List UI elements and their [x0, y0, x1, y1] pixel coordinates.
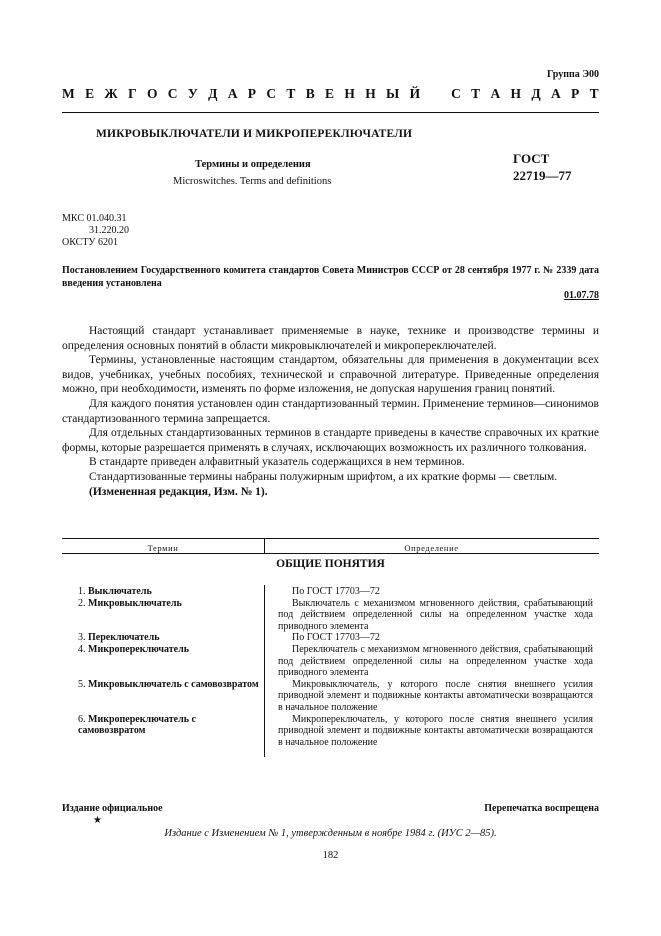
banner-letter: Н: [344, 86, 355, 101]
paragraph: В стандарте приведен алфавитный указатель содержащихся в нем терминов.: [89, 456, 465, 469]
terms-table-body: [62, 586, 599, 748]
table-row: [62, 644, 599, 679]
table-row: [62, 632, 599, 644]
definition-cell: По ГОСТ 17703—72: [292, 632, 380, 644]
banner-letter: Е: [85, 86, 95, 101]
banner-letter: Д: [531, 86, 541, 101]
term-name: Микропереключатель: [88, 643, 189, 655]
banner-letter: Т: [286, 86, 296, 101]
term-number: 6.: [78, 713, 86, 725]
definition-cell: Микропереключатель, у которого после снятия внешнего усилия приводной элемент и подвижные контакты автоматически возвращаются в начальное положение: [278, 713, 593, 748]
classification-codes: [62, 213, 129, 249]
page-number: 182: [322, 850, 339, 861]
table-top-rule: [62, 538, 599, 539]
banner-letter: Н: [365, 86, 376, 101]
term-number: 4.: [78, 643, 86, 655]
term-cell: [62, 632, 264, 644]
term-name: Микропереключатель с самовозвратом: [78, 713, 196, 737]
effective-date: 01.07.78: [564, 290, 599, 301]
decree-statement: Постановлением Государственного комитета стандартов Совета Министров СССР от 28 сентября 1977 г. № 2339 дата введения установлена: [62, 265, 599, 289]
group-code: Группа Э00: [547, 69, 599, 80]
official-edition-label: Издание официальное: [62, 803, 163, 814]
term-cell: [62, 586, 264, 598]
document-subtitle-english: Microswitches. Terms and definitions: [173, 176, 332, 187]
term-cell: [62, 644, 264, 679]
banner-letter: Н: [510, 86, 522, 101]
gost-number: 22719—77: [513, 168, 572, 183]
banner-letter: С: [451, 86, 461, 101]
okstu-code: ОКСТУ 6201: [62, 237, 119, 248]
gost-label: ГОСТ: [513, 151, 550, 166]
paragraph: Стандартизованные термины набраны полужирным шрифтом, а их краткие формы — светлым.: [89, 470, 558, 483]
paragraph: Настоящий стандарт устанавливает применяемые в науке, технике и производстве термины и определения основных понятий в области микровыключателей и микропереключателей.: [62, 325, 599, 352]
term-cell: [62, 679, 264, 714]
banner-letter: А: [227, 86, 238, 101]
paragraph: Для отдельных стандартизованных терминов в стандарте приведены в качестве справочных их краткие формы, которые разрешается применять в случаях, исключающих возможность их различного толкования.: [62, 427, 599, 454]
table-row: [62, 679, 599, 714]
amendment-note: (Измененная редакция, Изм. № 1).: [89, 485, 268, 498]
term-name: Микровыключатель: [88, 597, 182, 609]
term-number: 1.: [78, 586, 86, 597]
banner-letter: Т: [589, 86, 599, 101]
banner-letter: Д: [208, 86, 218, 101]
banner-letter: Р: [571, 86, 580, 101]
table-row: [62, 586, 599, 598]
header-rule: [62, 112, 599, 113]
standard-type-banner: [62, 86, 599, 102]
banner-letter: У: [187, 86, 198, 101]
banner-letter: В: [305, 86, 315, 101]
banner-letter: А: [550, 86, 561, 101]
term-cell: [62, 714, 264, 749]
edition-note: Издание с Изменением № 1, утвержденным в ноябре 1984 г. (ИУС 2—85).: [164, 828, 497, 839]
banner-letter: С: [167, 86, 178, 101]
banner-letter: Ы: [386, 86, 400, 101]
paragraph: Для каждого понятия установлен один стандартизованный термин. Применение терминов—синонимов стандартизованного термина запрещается.: [62, 397, 599, 425]
banner-letter: О: [146, 86, 158, 101]
definition-cell: Выключатель с механизмом мгновенного действия, срабатывающий под действием определенной силы на определенном участке хода приводного элемента: [278, 597, 593, 632]
banner-letter: Р: [247, 86, 257, 101]
definition-cell: Переключатель с механизмом мгновенного действия, срабатывающий под действием определенной силы на определенном участке хода приводного элемента: [278, 643, 593, 679]
banner-letter: С: [266, 86, 277, 101]
mks-code: МКС 01.040.31: [62, 213, 127, 224]
table-row: [62, 598, 599, 633]
document-subtitle: Термины и определения: [195, 159, 311, 170]
paragraph: Термины, установленные настоящим стандартом, обязательны для применения в документации всех видов, учебниках, учебных пособиях, технической и справочной литературе. Приведенные определения можно, при необходимости, изменять по форме изложения, не допуская нарушения границ понятий.: [62, 354, 599, 396]
banner-letter: Е: [325, 86, 335, 101]
definition-cell: По ГОСТ 17703—72: [292, 586, 380, 597]
banner-letter: А: [490, 86, 501, 101]
definition-cell: Микровыключатель, у которого после снятия внешнего усилия приводной элемент и подвижные контакты автоматически возвращаются в начальное положение: [278, 678, 593, 713]
gost-designation: [513, 150, 572, 184]
banner-letter: Й: [409, 86, 421, 101]
reprint-prohibited-label: Перепечатка воспрещена: [484, 803, 599, 814]
term-number: 3.: [78, 632, 86, 644]
term-name: Переключатель: [88, 632, 160, 644]
section-heading: ОБЩИЕ ПОНЯТИЯ: [276, 558, 385, 570]
column-header-definition: Определение: [404, 543, 459, 553]
term-number: 5.: [78, 678, 86, 690]
banner-letter: Т: [471, 86, 481, 101]
column-header-term: Термин: [147, 543, 179, 553]
table-row: [62, 714, 599, 749]
term-name: Выключатель: [88, 586, 152, 597]
mks-code-2: 31.220.20: [89, 225, 129, 236]
banner-letter: Г: [128, 86, 137, 101]
star-icon: ★: [93, 815, 102, 826]
banner-letter: Ж: [104, 86, 118, 101]
term-cell: [62, 598, 264, 633]
introduction-text: [62, 324, 599, 499]
table-header: [62, 541, 599, 555]
term-number: 2.: [78, 597, 86, 609]
document-title: МИКРОВЫКЛЮЧАТЕЛИ И МИКРОПЕРЕКЛЮЧАТЕЛИ: [96, 128, 413, 140]
term-name: Микровыключатель с самовозвратом: [88, 678, 259, 690]
banner-letter: М: [62, 86, 75, 101]
